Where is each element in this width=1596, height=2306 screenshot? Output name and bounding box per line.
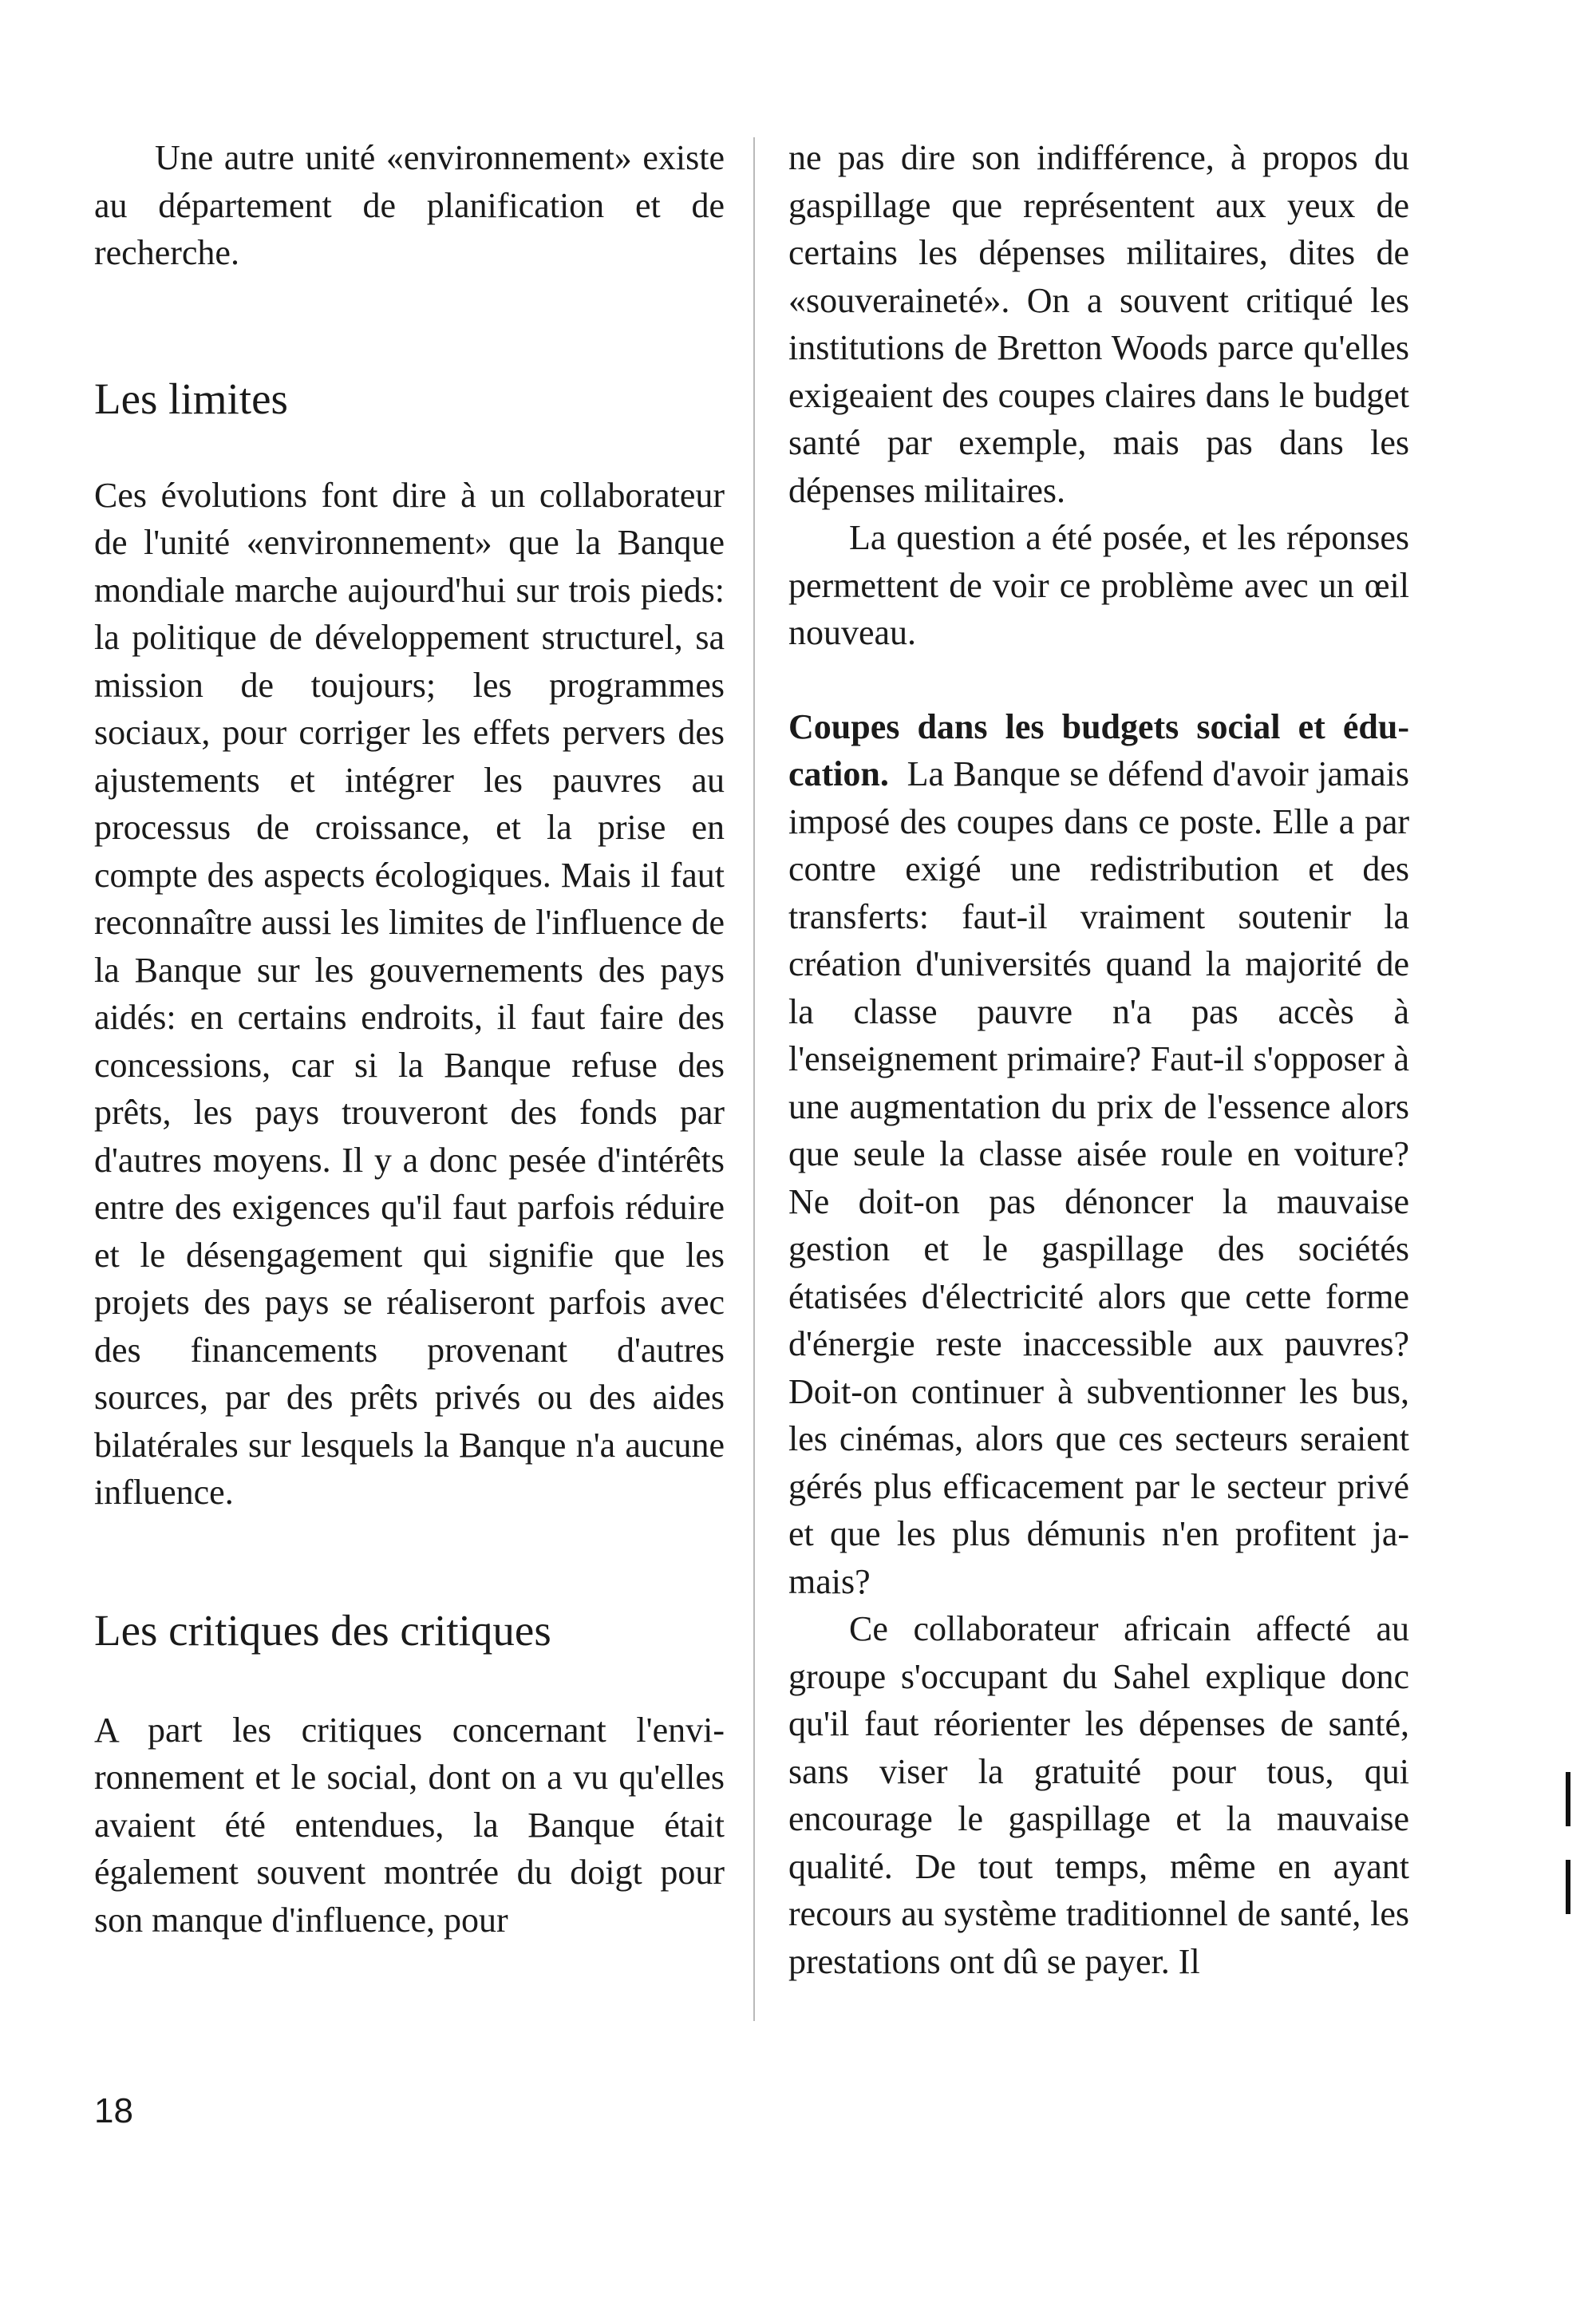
column-divider <box>753 137 755 2021</box>
left-column <box>94 134 725 1944</box>
page-number: 18 <box>94 2091 133 2130</box>
paragraph-critiques: A part les critiques concernant l'environnement et le social, dont on a vu qu'elles avaient été entendues, la Banque était également souvent montrée du doigt pour son manque d'influence, pour <box>94 1710 725 1940</box>
runin-heading-coupes: Coupes dans les budgets social et éducation. <box>788 706 1409 793</box>
paragraph-question-posed: La question a été posée, et les réponses permettent de voir ce problème avec un œil nouveau. <box>788 518 1409 652</box>
heading-les-critiques-des-critiques: Les critiques des critiques <box>94 1605 551 1655</box>
margin-change-bar <box>1566 1860 1570 1914</box>
margin-change-bar <box>1566 1772 1570 1826</box>
right-column <box>788 134 1409 1985</box>
paragraph-environment-unit: Une autre unité «environnement» existe au département de planification et de recherche. <box>94 138 725 272</box>
paragraph-coupes <box>788 703 1409 1606</box>
heading-les-limites: Les limites <box>94 374 288 423</box>
paragraph-limites: Ces évolutions font dire à un collaborateur de l'unité «environnement» que la Banque mondiale marche aujourd'hui sur trois pieds: la politique de développement structurel, sa mission de toujours; les programmes sociaux, pour corriger les effets pervers des ajustements et intégrer les pauvres au processus de croissance, et la prise en compte des aspects écologiques. Mais il faut reconnaître aussi les limites de l'influence de la Banque sur les gouvernements des pays aidés: en certains endroits, il faut faire des concessions, car si la Banque refuse des prêts, les pays trouveront des fonds par d'autres moyens. Il y a donc pesée d'intérêts entre des exigences qu'il faut parfois réduire et le désengagement qui signifie que les projets des pays se réaliseront parfois avec des financements provenant d'autres sources, par des prêts privés ou des aides bilatérales sur lesquels la Banque n'a aucune influence. <box>94 475 725 1512</box>
paragraph-sahel-collaborator: Ce collaborateur africain affecté au groupe s'occupant du Sahel explique donc qu'il faut réorienter les dépenses de santé, sans viser la gratuité pour tous, qui encourage le gaspillage et la mauvaise qualité. De tout temps, même en ayant recours au système traditionnel de santé, les prestations ont dû se payer. Il <box>788 1609 1409 1981</box>
paragraph-coupes-body: La Banque se défend d'avoir jamais imposé des coupes dans ce poste. Elle a par contre exigé une redistribution et des transferts: faut-il vraiment soutenir la création d'universités quand la majorité de la classe pauvre n'a pas accès à l'enseignement primaire? Faut-il s'opposer à une augmentation du prix de l'essence alors que seule la classe aisée roule en voiture? Ne doit-on pas dénoncer la mauvaise gestion et le gaspillage des sociétés étatisées d'électricité alors que cette forme d'énergie reste inaccessible aux pauvres? Doit-on continuer à subventionner les bus, les cinémas, alors que ces secteurs seraient gérés plus efficacement par le secteur privé et que les plus démunis n'en profitent jamais? <box>788 754 1409 1601</box>
paragraph-military-spending: ne pas dire son indifférence, à propos du gaspillage que représentent aux yeux de certains les dépenses militaires, dites de «souveraineté». On a souvent critiqué les institutions de Bretton Woods parce qu'elles exigeaient des coupes claires dans le budget santé par exemple, mais pas dans les dépenses militaires. <box>788 138 1409 510</box>
